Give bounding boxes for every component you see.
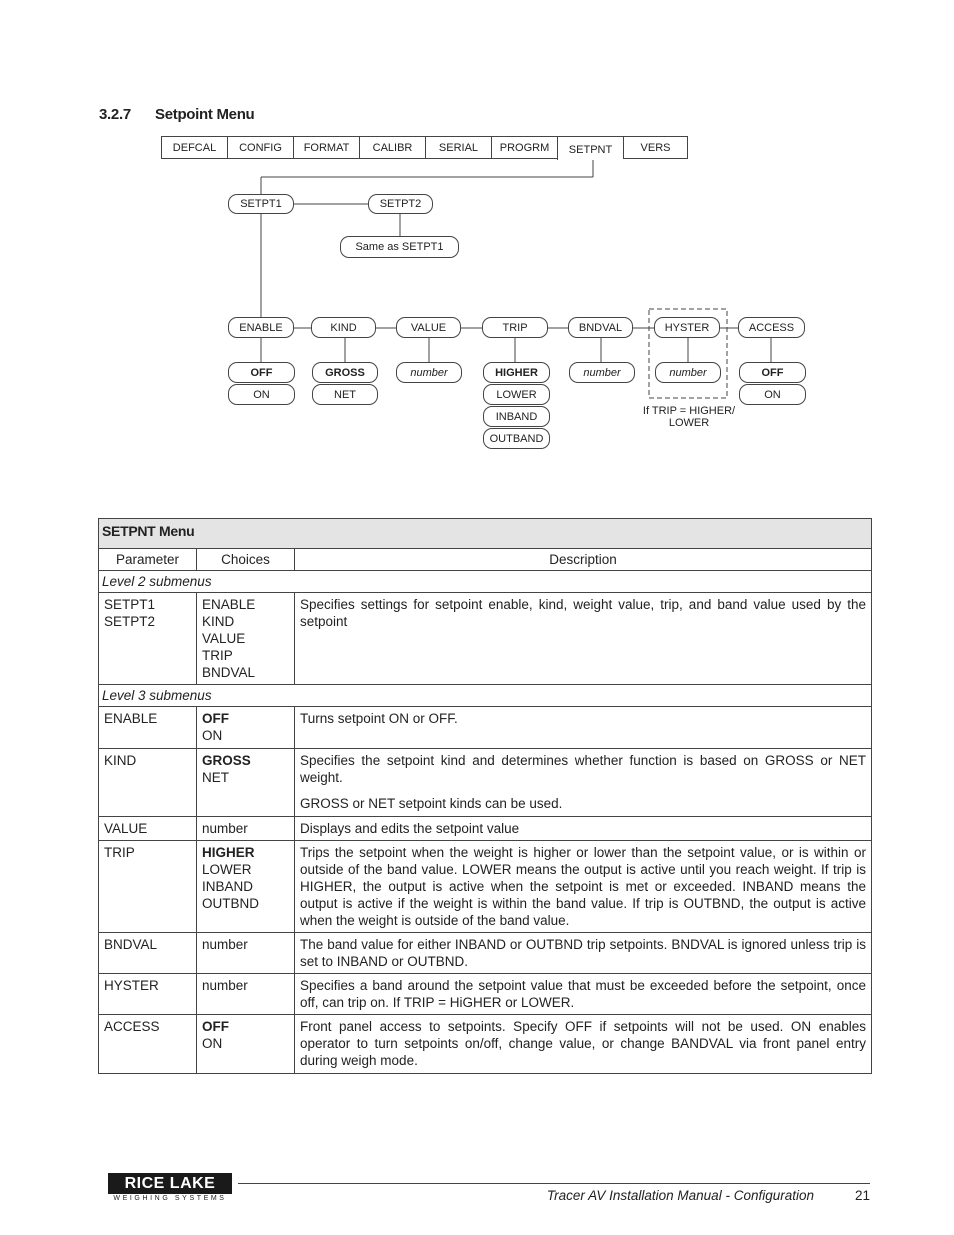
choice-outbnd: OUTBND <box>202 896 259 911</box>
menu-calibr: CALIBR <box>359 136 425 159</box>
desc-kind-1: Specifies the setpoint kind and determines whether function is based on GROSS or NET weight. <box>300 753 866 785</box>
table-row <box>99 749 872 817</box>
choice-off: OFF <box>202 711 229 726</box>
opt-access-off: OFF <box>739 362 806 383</box>
top-menu-bar <box>161 136 688 159</box>
table-row <box>99 707 872 749</box>
level2-label: Level 2 submenus <box>99 571 872 593</box>
choice-number: number <box>197 974 295 1015</box>
choice-inband: INBAND <box>202 879 254 894</box>
param-kind: KIND <box>99 749 197 817</box>
table-row <box>99 841 872 933</box>
desc-enable: Turns setpoint ON or OFF. <box>295 707 872 749</box>
opt-trip-inband: INBAND <box>483 406 550 427</box>
menu-serial: SERIAL <box>425 136 491 159</box>
menu-vers: VERS <box>623 136 688 159</box>
opt-hyster-number: number <box>655 362 721 383</box>
choice-number: number <box>197 933 295 974</box>
node-trip: TRIP <box>482 317 548 338</box>
param-hyster: HYSTER <box>99 974 197 1015</box>
choice-gross: GROSS <box>202 753 251 768</box>
opt-trip-higher: HIGHER <box>483 362 550 383</box>
header-description: Description <box>295 549 872 571</box>
table-header-row <box>99 549 872 571</box>
opt-access-on: ON <box>739 384 806 405</box>
choice-kind: KIND <box>202 614 235 629</box>
opt-kind-net: NET <box>312 384 378 405</box>
table-row <box>99 1015 872 1074</box>
desc-access: Front panel access to setpoints. Specify OFF if setpoints will not be used. ON enables operator to turn setpoints on/off, change value, or change BANDVAL via front panel entry during weigh mode. <box>295 1015 872 1074</box>
choice-bndval: BNDVAL <box>202 665 256 680</box>
menu-defcal: DEFCAL <box>161 136 227 159</box>
table-row <box>99 974 872 1015</box>
node-setpt2: SETPT2 <box>368 194 433 214</box>
param-setpt2: SETPT2 <box>104 614 156 629</box>
node-value: VALUE <box>396 317 461 338</box>
menu-format: FORMAT <box>293 136 359 159</box>
param-bndval: BNDVAL <box>99 933 197 974</box>
opt-trip-outband: OUTBAND <box>483 428 550 449</box>
table-title: SETPNT Menu <box>99 519 872 549</box>
level3-label: Level 3 submenus <box>99 685 872 707</box>
page-number: 21 <box>855 1188 871 1203</box>
choice-number: number <box>197 817 295 841</box>
desc-setpt: Specifies settings for setpoint enable, kind, weight value, trip, and band value used by the setpoint <box>295 593 872 685</box>
opt-value-number: number <box>396 362 462 383</box>
menu-progrm: PROGRM <box>491 136 557 159</box>
opt-kind-gross: GROSS <box>312 362 378 383</box>
hyster-note <box>638 405 740 429</box>
param-enable: ENABLE <box>99 707 197 749</box>
menu-config: CONFIG <box>227 136 293 159</box>
node-bndval: BNDVAL <box>568 317 633 338</box>
desc-value: Displays and edits the setpoint value <box>295 817 872 841</box>
desc-trip: Trips the setpoint when the weight is higher or lower than the setpoint value, or is within or outside of the band value. LOWER means the output is active until you reach weight. If trip is HIGHER, the output is active when the setpoint is met or exceeded. INBAND means the output is active if the weight is within the band value. If trip is OUTBND, the output is active when the weight is outside of the band value. <box>295 841 872 933</box>
section-title: Setpoint Menu <box>155 106 255 123</box>
setpnt-menu-table <box>98 518 872 1074</box>
table-row <box>99 593 872 685</box>
param-access: ACCESS <box>99 1015 197 1074</box>
table-row <box>99 817 872 841</box>
header-parameter: Parameter <box>99 549 197 571</box>
section-number: 3.2.7 <box>99 106 131 123</box>
node-enable: ENABLE <box>228 317 294 338</box>
node-setpt1: SETPT1 <box>228 194 294 214</box>
logo-subtitle: WEIGHING SYSTEMS <box>113 1195 227 1202</box>
opt-bndval-number: number <box>569 362 635 383</box>
node-hyster: HYSTER <box>654 317 720 338</box>
desc-hyster: Specifies a band around the setpoint value that must be exceeded before the setpoint, once off, can trip on. If TRIP = HiGHER or LOWER. <box>295 974 872 1015</box>
hyster-note-line2: LOWER <box>668 417 710 429</box>
choice-higher: HIGHER <box>202 845 255 860</box>
choice-net: NET <box>202 770 229 785</box>
menu-setpnt: SETPNT <box>557 136 623 160</box>
choice-value: VALUE <box>202 631 246 646</box>
choice-lower: LOWER <box>202 862 252 877</box>
node-same-as-setpt1: Same as SETPT1 <box>340 236 459 258</box>
param-value: VALUE <box>99 817 197 841</box>
param-setpt1: SETPT1 <box>104 597 156 612</box>
opt-enable-off: OFF <box>228 362 295 383</box>
node-kind: KIND <box>311 317 376 338</box>
header-choices: Choices <box>197 549 295 571</box>
desc-bndval: The band value for either INBAND or OUTBND trip setpoints. BNDVAL is ignored unless trip is set to INBAND or OUTBND. <box>295 933 872 974</box>
choice-enable: ENABLE <box>202 597 256 612</box>
choice-on: ON <box>202 728 223 743</box>
choice-on: ON <box>202 1036 223 1051</box>
node-access: ACCESS <box>738 317 805 338</box>
param-trip: TRIP <box>99 841 197 933</box>
hyster-note-line1: If TRIP = HIGHER/ <box>642 405 736 417</box>
table-row <box>99 933 872 974</box>
footer-doc-title: Tracer AV Installation Manual - Configuration <box>546 1188 814 1203</box>
choice-off: OFF <box>202 1019 229 1034</box>
footer-rule <box>238 1183 870 1184</box>
opt-trip-lower: LOWER <box>483 384 550 405</box>
desc-kind-2: GROSS or NET setpoint kinds can be used. <box>300 796 563 811</box>
rice-lake-logo <box>108 1173 232 1205</box>
opt-enable-on: ON <box>228 384 295 405</box>
logo-wordmark: RICE LAKE <box>108 1173 232 1194</box>
menu-diagram-lines <box>0 0 954 470</box>
choice-trip: TRIP <box>202 648 233 663</box>
